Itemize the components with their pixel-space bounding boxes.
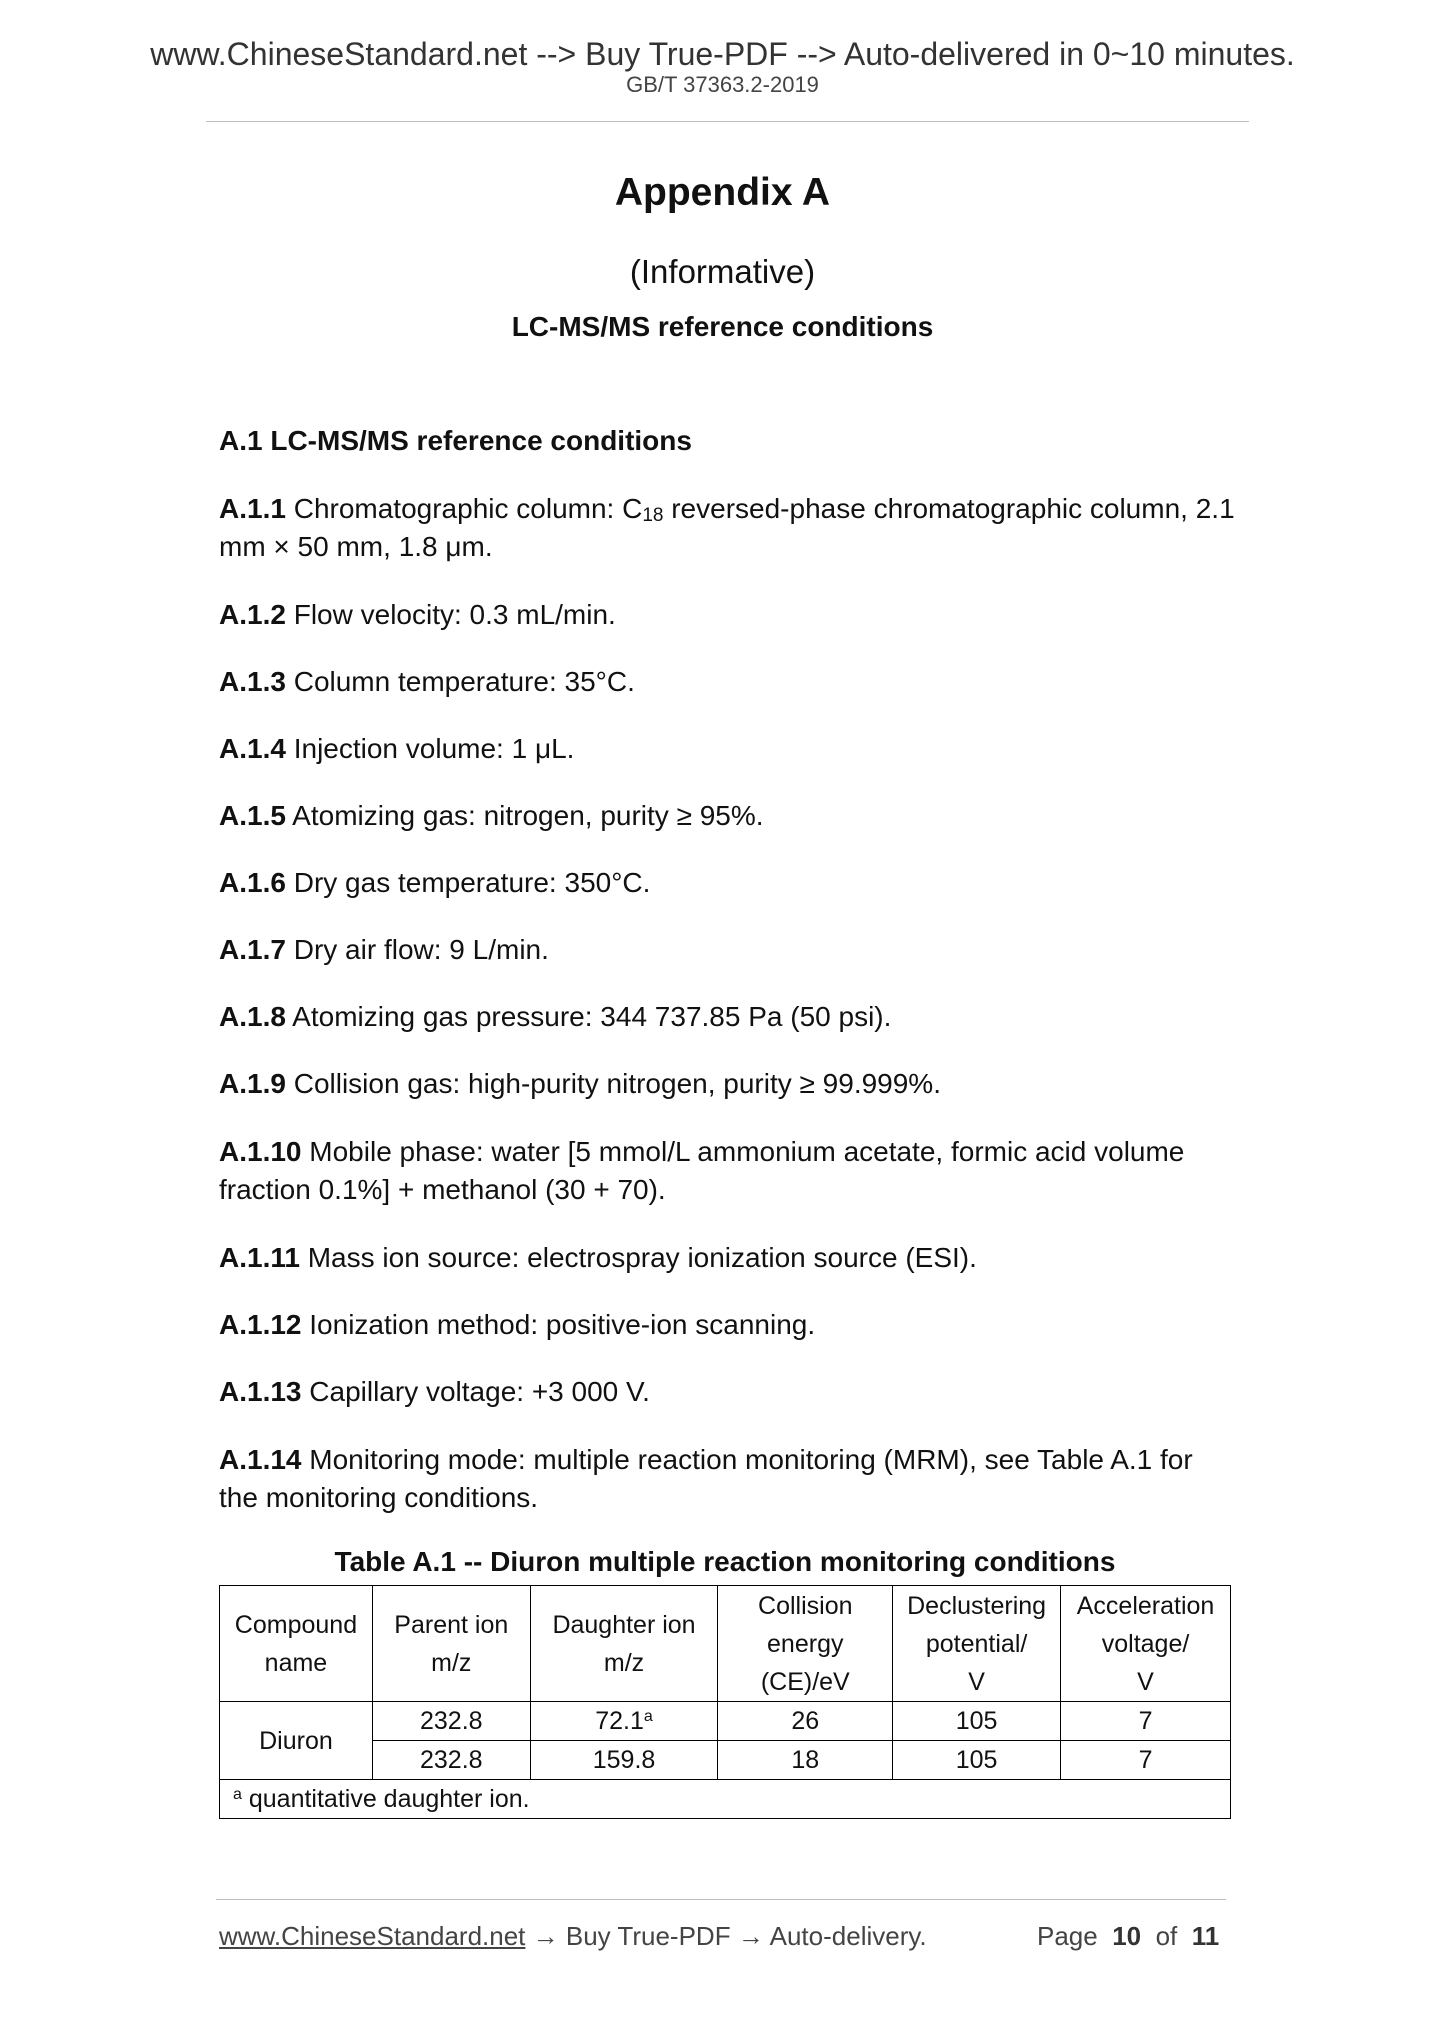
clause-text: Dry gas temperature: 350°C. [293,867,651,898]
footer-site-link[interactable]: www.ChineseStandard.net [219,1921,526,1951]
acceleration-cell: 7 [1061,1741,1231,1780]
subscript: 18 [642,505,664,526]
acceleration-cell: 7 [1061,1702,1231,1741]
clause-number: A.1.5 [219,800,286,831]
header-declustering-potential: Declustering potential/ V [893,1586,1061,1702]
clause-a-1-14 [219,1441,1239,1517]
clause-a-1-10 [219,1133,1239,1209]
clause-a-1-1 [219,490,1239,566]
clause-text: Monitoring mode: multiple reaction monitoring (MRM), see Table A.1 for the monitoring conditions. [219,1444,1193,1513]
header-compound-name: Compound name [220,1586,373,1702]
clause-number: A.1.13 [219,1376,302,1407]
clause-number: A.1.4 [219,733,286,764]
clause-text-cont: reversed-phase chromatographic column, 2.1 mm × 50 mm, 1.8 μm. [219,493,1235,562]
clause-number: A.1.10 [219,1136,302,1167]
clause-number: A.1.6 [219,867,286,898]
clause-a-1-6 [219,864,1239,902]
top-banner: www.ChineseStandard.net --> Buy True-PDF --> Auto-delivered in 0~10 minutes. [150,36,1295,72]
header-daughter-ion: Daughter ion m/z [530,1586,718,1702]
clause-a-1-12 [219,1306,1239,1344]
clause-text: Mobile phase: water [5 mmol/L ammonium acetate, formic acid volume fraction 0.1%] + methanol (30 + 70). [219,1136,1185,1205]
collision-energy-cell: 18 [718,1741,893,1780]
clause-text: Injection volume: 1 μL. [293,733,575,764]
footnote-marker: a [643,1708,653,1725]
clause-a-1-2 [219,596,1239,634]
clause-number: A.1.11 [219,1242,300,1273]
clause-text: Dry air flow: 9 L/min. [293,934,549,965]
clause-a-1-9 [219,1065,1239,1103]
clause-text: Collision gas: high-purity nitrogen, purity ≥ 99.999%. [293,1068,941,1099]
header-acceleration-voltage: Acceleration voltage/ V [1061,1586,1231,1702]
collision-energy-cell: 26 [718,1702,893,1741]
footer-buy-text: Buy True-PDF [565,1921,731,1951]
footer-delivery-text: Auto-delivery. [769,1921,927,1951]
clause-number: A.1.2 [219,599,286,630]
appendix-title: Appendix A [614,171,831,214]
parent-ion-cell: 232.8 [372,1741,530,1780]
clause-a-1-11 [219,1239,1239,1277]
appendix-type: (Informative) [629,253,816,290]
table-header-row [220,1586,1231,1702]
clause-number: A.1.3 [219,666,286,697]
clause-number: A.1.8 [219,1001,286,1032]
clause-a-1-7 [219,931,1239,969]
header-collision-energy: Collision energy (CE)/eV [718,1586,893,1702]
clause-text: Column temperature: 35°C. [293,666,635,697]
page-number: Page 10 of 11 [1037,1921,1220,1951]
total-pages: 11 [1191,1921,1220,1951]
table-footnote-row [220,1780,1231,1819]
document-id: GB/T 37363.2-2019 [626,72,819,97]
clause-text: Atomizing gas: nitrogen, purity ≥ 95%. [292,800,764,831]
header-divider [206,121,1249,122]
clause-text: Atomizing gas pressure: 344 737.85 Pa (50 psi). [292,1001,892,1032]
clause-a-1-13 [219,1373,1239,1411]
clause-number: A.1.7 [219,934,286,965]
clause-a-1-3 [219,663,1239,701]
clause-number: A.1.14 [219,1444,302,1475]
clause-a-1-8 [219,998,1239,1036]
header-parent-ion: Parent ion m/z [372,1586,530,1702]
appendix-subtitle: LC-MS/MS reference conditions [511,311,934,342]
clause-text: Capillary voltage: +3 000 V. [309,1376,650,1407]
footer-promo [219,1923,927,1949]
clause-a-1-4 [219,730,1239,768]
declustering-cell: 105 [893,1702,1061,1741]
mrm-conditions-table [219,1585,1231,1819]
compound-cell: Diuron [220,1702,373,1780]
clause-number: A.1.12 [219,1309,302,1340]
section-heading: A.1 LC-MS/MS reference conditions [219,425,692,456]
clause-number: A.1.1 [219,493,286,524]
clause-text: Mass ion source: electrospray ionization source (ESI). [307,1242,977,1273]
arrow-icon: → [532,1921,559,1951]
footer-divider [216,1899,1226,1900]
daughter-ion-cell: 72.1$^a$ [530,1702,718,1741]
clause-a-1-5 [219,797,1239,835]
clause-text: Flow velocity: 0.3 mL/min. [293,599,616,630]
daughter-ion-cell: 159.8 [530,1741,718,1780]
table-footnote: $^a$ quantitative daughter ion. [220,1780,1231,1819]
footnote-marker: a [233,1786,242,1803]
declustering-cell: 105 [893,1741,1061,1780]
parent-ion-cell: 232.8 [372,1702,530,1741]
table-title: Table A.1 -- Diuron multiple reaction monitoring conditions [334,1546,1116,1577]
clause-text: Ionization method: positive-ion scanning. [309,1309,816,1340]
clause-number: A.1.9 [219,1068,286,1099]
clause-text: Chromatographic column: C [293,493,643,524]
current-page: 10 [1112,1921,1142,1951]
table-row [220,1702,1231,1741]
arrow-icon: → [737,1921,764,1951]
